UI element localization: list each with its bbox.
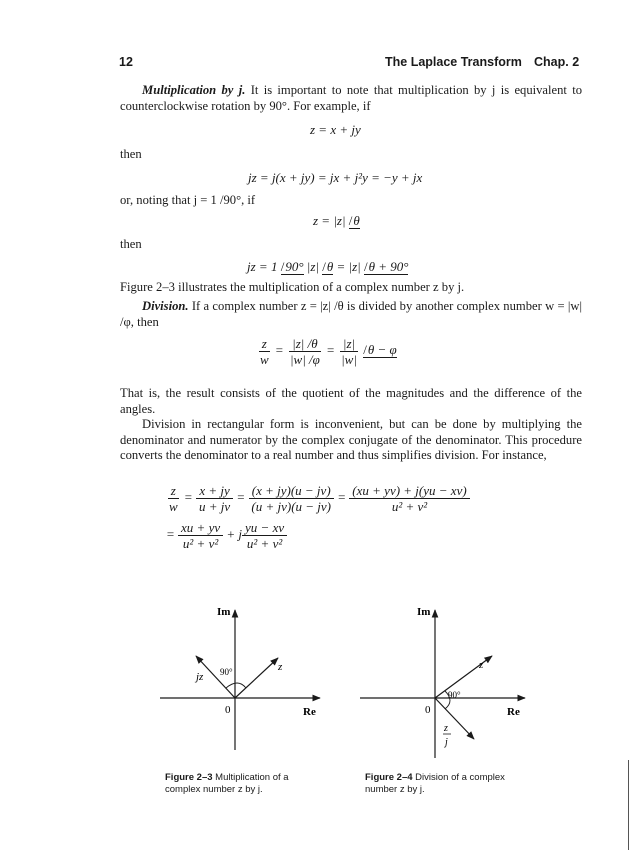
fig24-zj-den: j [445,737,448,748]
eq5-angle: / θ − φ [363,342,396,358]
running-title: The Laplace Transform [385,55,522,69]
fig24-re-label: Re [507,706,520,718]
fig23-caption-text: Multiplication of a complex number z by j. [165,772,289,795]
fig24-caption-text: Division of a complex number z by j. [365,772,505,795]
eq5-frac-mag: $\frac{|z|}{|w|}$ [341,336,357,367]
eq-z-polar-angle: / θ [349,213,360,229]
fig23-z-label: z [278,661,283,673]
or-noting-text: or, noting that j = 1 /90°, if [120,193,256,207]
eq4-part2: |z| [306,259,319,274]
eq-jz-polar [247,259,408,275]
eq6-frac-zw: $\frac{z}{w}$ [169,483,178,514]
fig23-caption-label: Figure 2–3 [165,772,213,783]
then-1: then [120,147,142,161]
eq5-frac-zw: $\frac{z}{w}$ [260,336,269,367]
chapter-label: Chap. 2 [534,55,580,69]
figure-reference-text: Figure 2–3 illustrates the multiplication of a complex number z by j. [120,280,465,294]
eq6-frac-5: $\frac{yu - xv}{\text{u² + v²}}$ [242,520,287,551]
eq4-part1: jz = 1 [247,259,278,274]
fig23-angle-label: 90° [220,667,233,677]
fig24-z-vector [435,656,492,698]
fig23-origin-label: 0 [225,704,231,716]
eq-division-rect-line2: = $\frac{xu + yv}{\text{u² + v²}}$ + j $\frac{yu - xv}{\text{u² + v²}}$ [166,520,287,551]
fig24-angle-label: 90° [448,690,461,700]
fig24-z-label: z [479,659,484,671]
figure-2-4-diagram [355,598,535,768]
page-number: 12 [119,55,133,69]
eq4-angle2: / θ [322,259,333,275]
fig23-jz-label: jz [196,671,204,683]
eq6-frac-3: $\frac{(xu + yv) + j(yu - xv)}{\text{u² + v²}}$ [349,483,469,514]
fig24-caption-label: Figure 2–4 [365,772,413,783]
figure-2-3-diagram [160,598,330,768]
fig23-z-vector [235,658,278,698]
eq4-part3: = |z| [336,259,361,274]
mult-heading: Multiplication by j. [142,83,246,97]
eq-z-rect: z = x + jy [310,122,361,137]
rect-division-paragraph: Division in rectangular form is inconvenient, but can be done by multiplying the denominator and numerator by the complex conjugate of the denominator. This procedure converts the denominator to a real number and thus simplifies division. For instance, [120,417,582,462]
figure-2-4-caption [365,772,535,796]
eq-jz-rect: jz = j(x + jy) = jx + j²y = −y + jx [248,170,423,185]
eq6-frac-2: $\frac{(x + jy)(u - jv)}{(u + jv)(u - jv)}$ [248,483,334,514]
fig24-zj-vector [435,698,474,739]
eq4-angle1: / 90° [281,259,304,275]
eq6-frac-4: $\frac{xu + yv}{\text{u² + v²}}$ [178,520,223,551]
fig24-zj-num: z [444,723,448,734]
eq-z-polar-lhs: z = |z| [313,213,346,228]
fig23-angle-arc [226,683,246,688]
mult-paragraph [120,83,582,114]
then-2: then [120,237,142,251]
mult-text: It is important to note that multiplication by j is equivalent to counterclockwise rotation by 90°. For example, if [120,83,583,113]
eq-z-polar [313,213,360,229]
eq-division-polar: $\frac{z}{w}$ = $\frac{|z| /\theta}{|w| /\varphi}$ = $\frac{|z|}{|w|}$ / θ − φ [257,336,397,367]
fig23-re-label: Re [303,706,316,718]
figure-2-3-caption [165,772,325,796]
division-text: If a complex number z = |z| /θ is divided by another complex number w = |w| /φ, then [120,299,583,329]
fig24-origin-label: 0 [425,704,431,716]
result-paragraph: That is, the result consists of the quotient of the magnitudes and the difference of the angles. [120,386,582,416]
division-paragraph [120,299,582,330]
division-heading: Division. [142,299,189,313]
eq6-j: j [238,526,243,542]
fig24-im-label: Im [417,606,431,618]
eq6-frac-1: $\frac{x + jy}{u + jv}$ [196,483,233,514]
eq-division-rect-line1: $\frac{z}{w}$ = $\frac{x + jy}{u + jv}$ = $\frac{(x + jy)(u - jv)}{(u + jv)(u - jv)}$ = $\frac{(xu + yv) + j(yu - xv)}{\text{u² + v²}}$ [166,483,470,514]
eq4-angle3: / θ + 90° [364,259,408,275]
binding-edge-line [628,760,629,850]
fig23-im-label: Im [217,606,231,618]
eq5-frac-polar: $\frac{|z| /\theta}{|w| /\varphi}$ [289,336,320,367]
